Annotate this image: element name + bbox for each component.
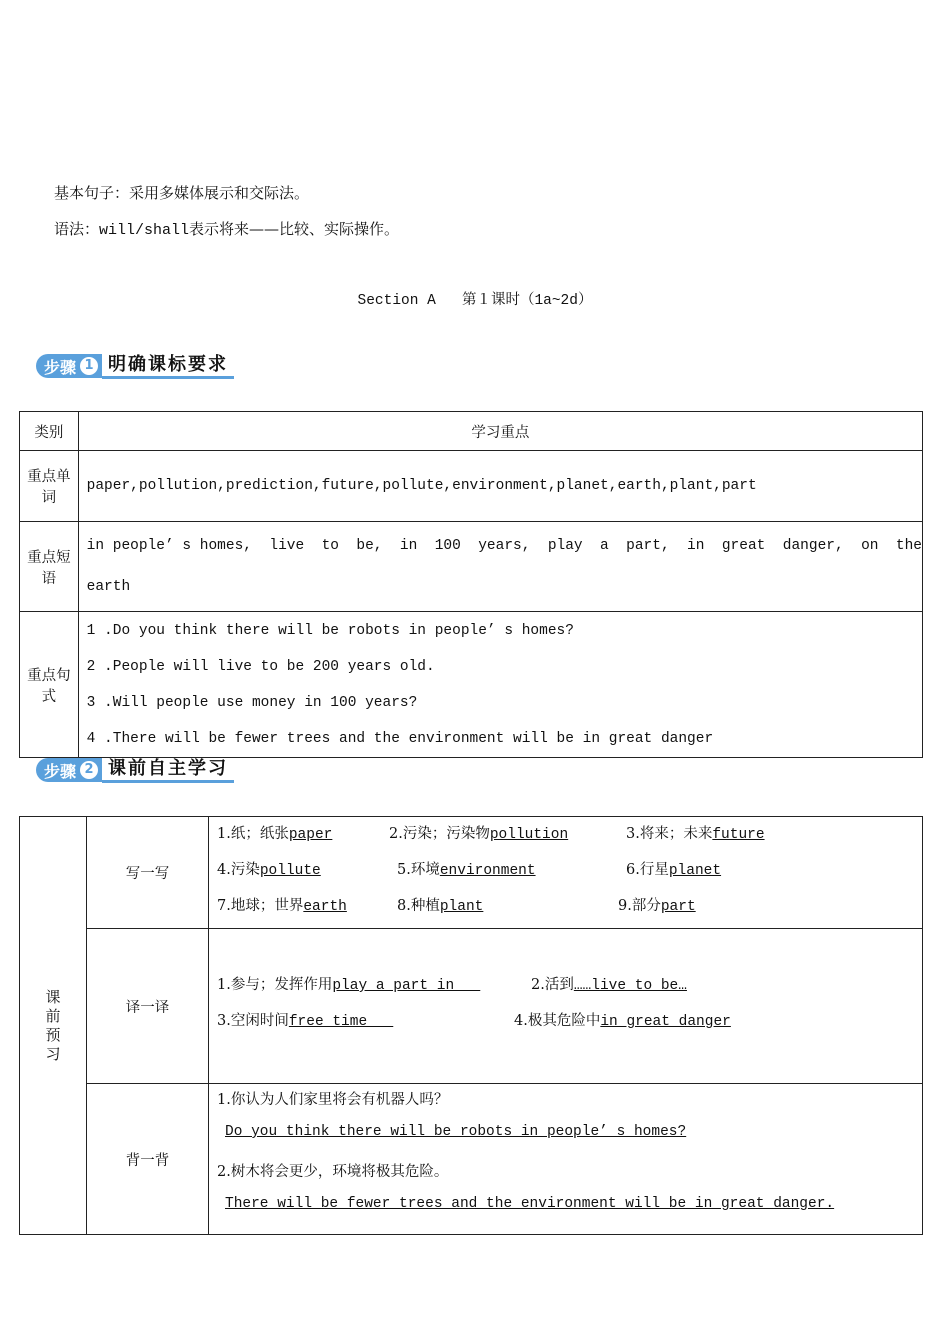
- write-item: 5.环境environment: [397, 862, 536, 879]
- row-category: 重点句式: [20, 612, 79, 758]
- section-title-text: Section A 第１课时（1a~2d）: [357, 293, 593, 309]
- key-words-cell: paper,pollution,prediction,future,pollute,environment,planet,earth,plant,part: [78, 451, 922, 522]
- phrases-line-1: in people’ s homes, live to be, in 100 years, play a part, in great danger, on the: [86, 537, 922, 554]
- step-badge-text: 步骤: [44, 357, 77, 377]
- step-1-badge: [36, 354, 102, 378]
- write-item: 9.部分part: [618, 898, 696, 915]
- table-row: [20, 929, 923, 1084]
- table-header-row: [20, 412, 923, 451]
- write-item: 3.将来；未来future: [626, 826, 765, 843]
- preview-table: [19, 816, 923, 1235]
- sentence-item: 4 .There will be fewer trees and the environment will be in great danger: [86, 730, 714, 747]
- vertical-label: [44, 988, 62, 1064]
- sentence-item: 2 .People will live to be 200 years old.: [86, 658, 435, 675]
- translate-item: 3.空闲时间free time: [217, 1013, 394, 1030]
- recite-question: 1.你认为人们家里将会有机器人吗？: [217, 1092, 449, 1108]
- side-char: 前: [45, 1006, 61, 1025]
- table-row: [20, 817, 923, 929]
- curriculum-table: [19, 411, 923, 758]
- recite-answer: Do you think there will be robots in people’ s homes?: [225, 1124, 687, 1140]
- write-item: 6.行星planet: [626, 862, 722, 879]
- write-item: 4.污染pollute: [217, 862, 321, 879]
- table-row: [20, 612, 923, 758]
- step-badge-text: 步骤: [44, 761, 77, 781]
- intro-grammar-line: [54, 218, 399, 239]
- table-row: [20, 522, 923, 612]
- sentence-item: 1 .Do you think there will be robots in people’ s homes?: [86, 622, 574, 639]
- table-row: [20, 451, 923, 522]
- recite-question: 2.树木将会更少，环境将极其危险。: [217, 1164, 449, 1180]
- write-label: 写一写: [87, 817, 209, 929]
- grammar-prefix: 语法：: [54, 220, 100, 238]
- write-item: 2.污染；污染物pollution: [389, 826, 569, 843]
- write-item: 8.种植plant: [397, 898, 484, 915]
- translate-item: 2.活到……live to be…: [531, 977, 687, 994]
- section-title: [0, 288, 950, 309]
- translate-item: 4.极其危险中in great danger: [514, 1013, 731, 1030]
- translate-cell: [209, 929, 923, 1084]
- row-category: 重点短语: [20, 522, 79, 612]
- side-char: 预: [45, 1025, 61, 1044]
- step-number-icon: 2: [80, 761, 98, 779]
- write-item: 7.地球；世界earth: [217, 898, 347, 915]
- sentence-item: 3 .Will people use money in 100 years?: [86, 694, 418, 711]
- row-category: 重点单词: [20, 451, 79, 522]
- step-2-label: 课前自主学习: [102, 758, 234, 783]
- phrases-line-2: earth: [86, 578, 131, 595]
- translate-item: 1.参与；发挥作用play a part in: [217, 977, 481, 994]
- intro-sentence-line: 基本句子：采用多媒体展示和交际法。: [54, 184, 310, 202]
- write-cell: [209, 817, 923, 929]
- step-2-badge: [36, 758, 102, 782]
- translate-label: 译一译: [87, 929, 209, 1084]
- step-1-banner: [36, 354, 234, 378]
- side-char: 课: [45, 987, 61, 1006]
- key-sentences-cell: [78, 612, 922, 758]
- recite-answer: There will be fewer trees and the environment will be in great danger.: [225, 1196, 835, 1212]
- header-focus: 学习重点: [78, 412, 922, 451]
- step-number-icon: 1: [80, 357, 98, 375]
- grammar-suffix: 表示将来——比较、实际操作。: [189, 220, 400, 238]
- step-2-banner: [36, 758, 234, 782]
- step-1-label: 明确课标要求: [102, 354, 234, 379]
- write-item: 1.纸；纸张paper: [217, 826, 333, 843]
- recite-cell: [209, 1084, 923, 1235]
- grammar-code: will/shall: [99, 222, 190, 239]
- side-char: 习: [45, 1044, 61, 1063]
- recite-label: 背一背: [87, 1084, 209, 1235]
- preview-side-label: [20, 817, 87, 1235]
- table-row: [20, 1084, 923, 1235]
- key-phrases-cell: [78, 522, 922, 612]
- header-category: 类别: [20, 412, 79, 451]
